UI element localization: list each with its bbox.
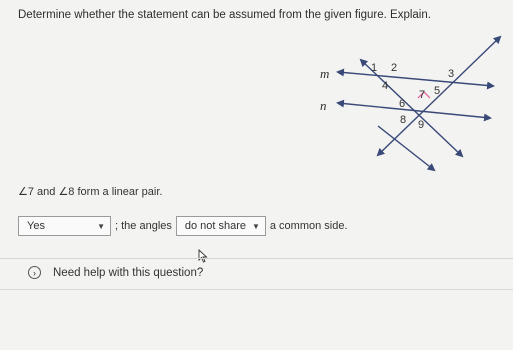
angle-label-1: 1 <box>371 62 378 74</box>
angle-label-6: 6 <box>399 98 406 110</box>
chevron-down-icon: ▼ <box>251 221 260 231</box>
angle-label-8: 8 <box>400 114 407 126</box>
answer-dropdown-2[interactable] <box>176 216 266 236</box>
help-label: Need help with this question? <box>53 266 204 279</box>
answer-text-middle: ; the angles <box>115 220 172 232</box>
angle-label-5: 5 <box>434 85 441 97</box>
dropdown-2-value: do not share <box>184 220 247 232</box>
dropdown-1-value: Yes <box>27 220 45 232</box>
line-m <box>338 72 493 86</box>
divider <box>0 258 513 259</box>
help-link[interactable] <box>28 266 203 279</box>
answer-text-end: a common side. <box>269 220 348 232</box>
angle-label-7: 7 <box>419 89 426 101</box>
label-line-m: m <box>320 66 330 81</box>
chevron-down-icon: ▼ <box>97 221 105 231</box>
answer-row <box>18 216 352 236</box>
transversal-lower <box>378 126 434 170</box>
angle-label-4: 4 <box>382 80 389 92</box>
question-prompt: Determine whether the statement can be assumed from the given figure. Explain. <box>18 9 431 21</box>
angle-label-9: 9 <box>418 119 425 131</box>
divider <box>0 289 513 290</box>
angle-label-3: 3 <box>448 68 455 80</box>
mouse-cursor-icon <box>198 249 208 263</box>
angle-label-2: 2 <box>391 62 398 74</box>
label-line-n: n <box>320 98 327 113</box>
statement-text: ∠7 and ∠8 form a linear pair. <box>18 186 163 198</box>
transversal-shallow <box>361 60 462 156</box>
chevron-right-icon: › <box>28 266 41 279</box>
answer-dropdown-1[interactable] <box>18 216 111 236</box>
